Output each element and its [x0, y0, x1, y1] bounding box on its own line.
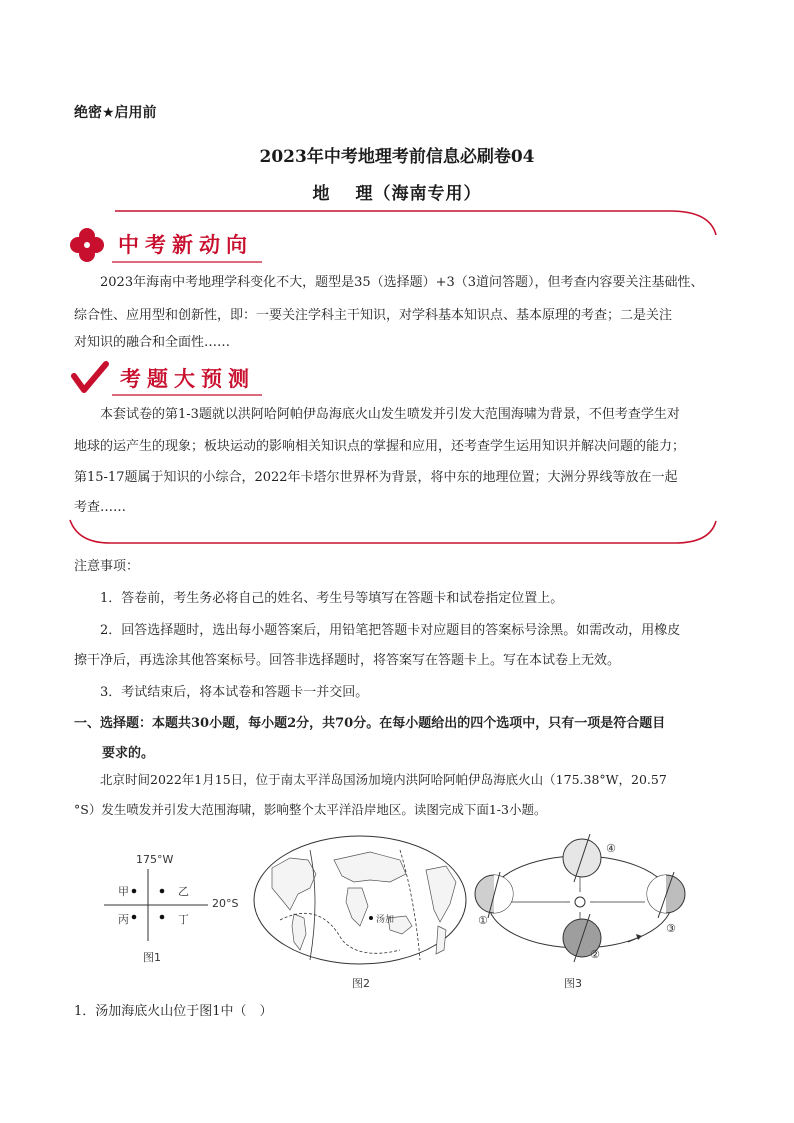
trend-line-3: 对知识的融合和全面性……	[74, 335, 231, 350]
question-1: 1．汤加海底火山位于图1中（ ）	[74, 1004, 273, 1019]
fig3-position-3: ③	[666, 922, 676, 935]
page-title: 2023年中考地理考前信息必刷卷04	[259, 147, 535, 167]
predict-line-1: 本套试卷的第1-3题就以洪阿哈阿帕伊岛海底火山发生喷发并引发大范围海啸为背景，不但考查学生对	[100, 407, 680, 422]
part1-heading-cont: 要求的。	[102, 746, 155, 761]
part1-heading: 一、选择题：本题共30小题，每小题2分，共70分。在每小题给出的四个选项中，只有一项是符合题目	[74, 716, 666, 731]
fig1-quadrant-jia: 甲	[118, 885, 129, 898]
notes-heading: 注意事项：	[74, 559, 140, 574]
fig2-caption: 图2	[352, 977, 370, 990]
predict-line-2: 地球的运产生的现象；板块运动的影响相关知识点的掌握和应用，还考查学生运用知识并解决问题的能力；	[74, 439, 686, 454]
trend-underline	[112, 259, 272, 265]
fig1-quadrant-ding: 丁	[178, 913, 189, 926]
fig3-position-2: ②	[590, 948, 600, 961]
clover-icon	[68, 226, 106, 264]
context-line-1: 北京时间2022年1月15日，位于南太平洋岛国汤加境内洪阿哈阿帕伊岛海底火山（175.38°W，20.57	[100, 772, 667, 787]
trend-line-1: 2023年海南中考地理学科变化不大，题型是35（选择题）+3（3道问答题），但考查内容要关注基础性、	[100, 275, 704, 290]
notes-item-1: 1．答卷前，考生务必将自己的姓名、考生号等填写在答题卡和试卷指定位置上。	[100, 591, 564, 606]
figure-1	[100, 845, 250, 965]
page-subtitle: 地 理（海南专用）	[312, 184, 482, 204]
orbit-diagram	[470, 830, 690, 990]
figure-3	[470, 830, 690, 990]
fig1-caption: 图1	[143, 951, 161, 964]
notes-item-2: 2．回答选择题时，选出每小题答案后，用铅笔把答题卡对应题目的答案标号涂黑。如需改动，用橡皮	[100, 623, 681, 638]
fig1-quadrant-bing: 丙	[118, 913, 129, 926]
notes-item-3: 3．考试结束后，将本试卷和答题卡一并交回。	[100, 685, 369, 700]
fig1-lon-label: 175°W	[136, 853, 174, 866]
predict-line-3: 第15-17题属于知识的小综合，2022年卡塔尔世界杯为背景，将中东的地理位置；大洲分界线等放在一起	[74, 470, 678, 485]
fig2-place-label: 汤加	[376, 915, 395, 925]
fig1-lat-label: 20°S	[212, 897, 239, 910]
notes-item-2-cont: 擦干净后，再选涂其他答案标号。回答非选择题时，将答案写在答题卡上。写在本试卷上无效。	[74, 653, 621, 668]
secret-label: 绝密★启用前	[74, 105, 157, 121]
fig3-position-4: ④	[606, 842, 616, 855]
trend-line-2: 综合性、应用型和创新性，即：一要关注学科主干知识，对学科基本知识点、基本原理的考查；二是关注	[74, 308, 673, 323]
predict-line-4: 考查……	[74, 500, 127, 515]
fig1-quadrant-yi: 乙	[178, 885, 189, 898]
trend-heading: 中考新动向	[118, 233, 253, 257]
check-arrow-icon	[70, 360, 110, 396]
predict-heading: 考题大预测	[120, 367, 255, 391]
world-map	[250, 830, 470, 990]
fig3-position-1: ①	[478, 914, 488, 927]
context-line-2: °S）发生喷发并引发大范围海啸，影响整个太平洋沿岸地区。读图完成下面1-3小题。	[74, 802, 547, 817]
figure-2	[250, 830, 470, 990]
fig3-caption: 图3	[564, 977, 582, 990]
